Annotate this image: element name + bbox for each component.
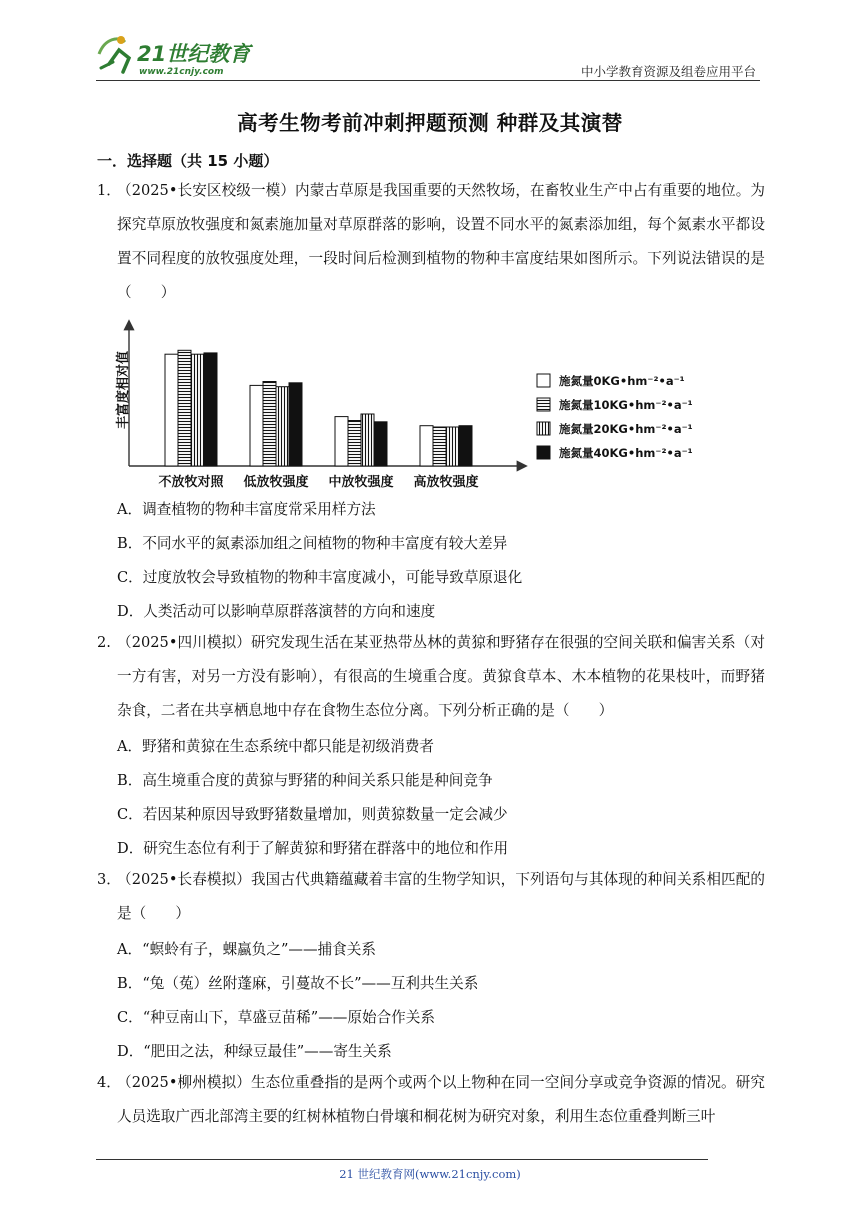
question-stem: （2025•柳州模拟）生态位重叠指的是两个或两个以上物种在同一空间分享或竞争资源的情况。研究人员选取广西北部湾主要的红树林植物白骨壤和桐花树为研究对象，利用生态位重叠判断三叶	[117, 1074, 765, 1125]
page-header	[0, 0, 860, 80]
legend-swatch	[537, 398, 550, 411]
bar-4-4	[459, 426, 472, 466]
bar-3-2	[348, 421, 361, 467]
x-tick-label: 不放牧对照	[158, 475, 224, 490]
logo-url: www.21cnjy.com	[139, 67, 224, 77]
option-b[interactable]: B．高生境重合度的黄猄与野猪的种间关系只能是种间竞争	[117, 772, 493, 789]
page-title: 高考生物考前冲刺押题预测 种群及其演替	[237, 111, 623, 135]
question-number: 2.	[97, 634, 111, 651]
bar-2-2	[263, 382, 276, 467]
richness-bar-chart	[115, 318, 715, 494]
logo-text: 21世纪教育	[137, 42, 251, 66]
bar-3-4	[374, 422, 387, 466]
option-b[interactable]: B．不同水平的氮素添加组之间植物的物种丰富度有较大差异	[117, 535, 508, 552]
bar-4-3	[446, 427, 459, 466]
bar-2-4	[289, 383, 302, 466]
option-c[interactable]: C．若因某种原因导致野猪数量增加，则黄猄数量一定会减少	[117, 806, 508, 823]
legend-label: 施氮量20KG•hm⁻²•a⁻¹	[559, 422, 693, 436]
question-stem: （2025•四川模拟）研究发现生活在某亚热带丛林的黄猄和野猪存在很强的空间关联和偏害关系（对一方有害，对另一方没有影响），有很高的生境重合度。黄猄食草本、木本植物的花果枝叶，而野猪杂食，二者在共享栖息地中存在食物生态位分离。下列分析正确的是（ ）	[117, 634, 765, 719]
legend-label: 施氮量10KG•hm⁻²•a⁻¹	[559, 398, 693, 412]
platform-name: 中小学教育资源及组卷应用平台	[580, 64, 756, 79]
question-number: 4．	[97, 1074, 121, 1091]
option-b[interactable]: B．“兔（菟）丝附蓬麻，引蔓故不长”——互利共生关系	[117, 975, 479, 992]
option-a[interactable]: A．“螟蛉有子，蜾蠃负之”——捕食关系	[117, 941, 376, 958]
bar-4-2	[433, 427, 446, 466]
option-a[interactable]: A．调查植物的物种丰富度常采用样方法	[117, 501, 376, 518]
option-d[interactable]: D．人类活动可以影响草原群落演替的方向和速度	[117, 603, 436, 620]
legend-label: 施氮量0KG•hm⁻²•a⁻¹	[559, 374, 685, 388]
bar-1-4	[204, 353, 217, 466]
footer-text: 21 世纪教育网(www.21cnjy.com)	[339, 1167, 521, 1181]
bar-3-1	[335, 417, 348, 466]
bar-2-1	[250, 385, 263, 466]
legend-swatch	[537, 422, 550, 435]
legend-swatch	[537, 374, 550, 387]
x-tick-label: 高放牧强度	[413, 475, 479, 490]
legend-swatch	[537, 446, 550, 459]
bar-1-1	[165, 354, 178, 466]
option-c[interactable]: C．“种豆南山下，草盛豆苗稀”——原始合作关系	[117, 1009, 435, 1026]
footer-divider	[96, 1159, 708, 1160]
bar-1-3	[191, 354, 204, 466]
question-number: 3．	[97, 871, 121, 888]
option-c[interactable]: C．过度放牧会导致植物的物种丰富度减小，可能导致草原退化	[117, 569, 523, 586]
question-4	[97, 1066, 765, 1134]
question-stem: （2025•长安区校级一模）内蒙古草原是我国重要的天然牧场，在畜牧业生产中占有重要的地位。为探究草原放牧强度和氮素施加量对草原群落的影响，设置不同水平的氮素添加组，每个氮素水平都设置不同程度的放牧强度处理，一段时间后检测到植物的物种丰富度结果如图所示。下列说法错误的是（ ）	[117, 182, 765, 301]
question-1	[97, 174, 765, 310]
question-2	[97, 626, 765, 728]
chart-bars	[165, 350, 472, 466]
y-axis-label: 丰富度相对值	[116, 350, 131, 430]
option-d[interactable]: D．“肥田之法，种绿豆最佳”——寄生关系	[117, 1043, 392, 1060]
question-stem: （2025•长春模拟）我国古代典籍蕴藏着丰富的生物学知识，下列语句与其体现的种间关系相匹配的是（ ）	[117, 871, 765, 922]
option-a[interactable]: A．野猪和黄猄在生态系统中都只能是初级消费者	[117, 738, 435, 755]
bar-1-2	[178, 350, 191, 466]
bar-3-3	[361, 414, 374, 466]
chart-legend	[537, 374, 693, 460]
section-heading: 一．选择题（共 15 小题）	[97, 152, 279, 170]
chart-x-labels	[158, 474, 478, 490]
logo	[95, 34, 265, 78]
x-tick-label: 中放牧强度	[328, 475, 394, 490]
option-d[interactable]: D．研究生态位有利于了解黄猄和野猪在群落中的地位和作用	[117, 840, 509, 857]
bar-4-1	[420, 426, 433, 466]
question-3	[97, 863, 765, 931]
legend-label: 施氮量40KG•hm⁻²•a⁻¹	[559, 446, 693, 460]
x-tick-label: 低放牧强度	[243, 475, 309, 490]
bar-2-3	[276, 387, 289, 466]
header-divider	[96, 80, 760, 81]
question-number: 1．	[97, 182, 121, 199]
